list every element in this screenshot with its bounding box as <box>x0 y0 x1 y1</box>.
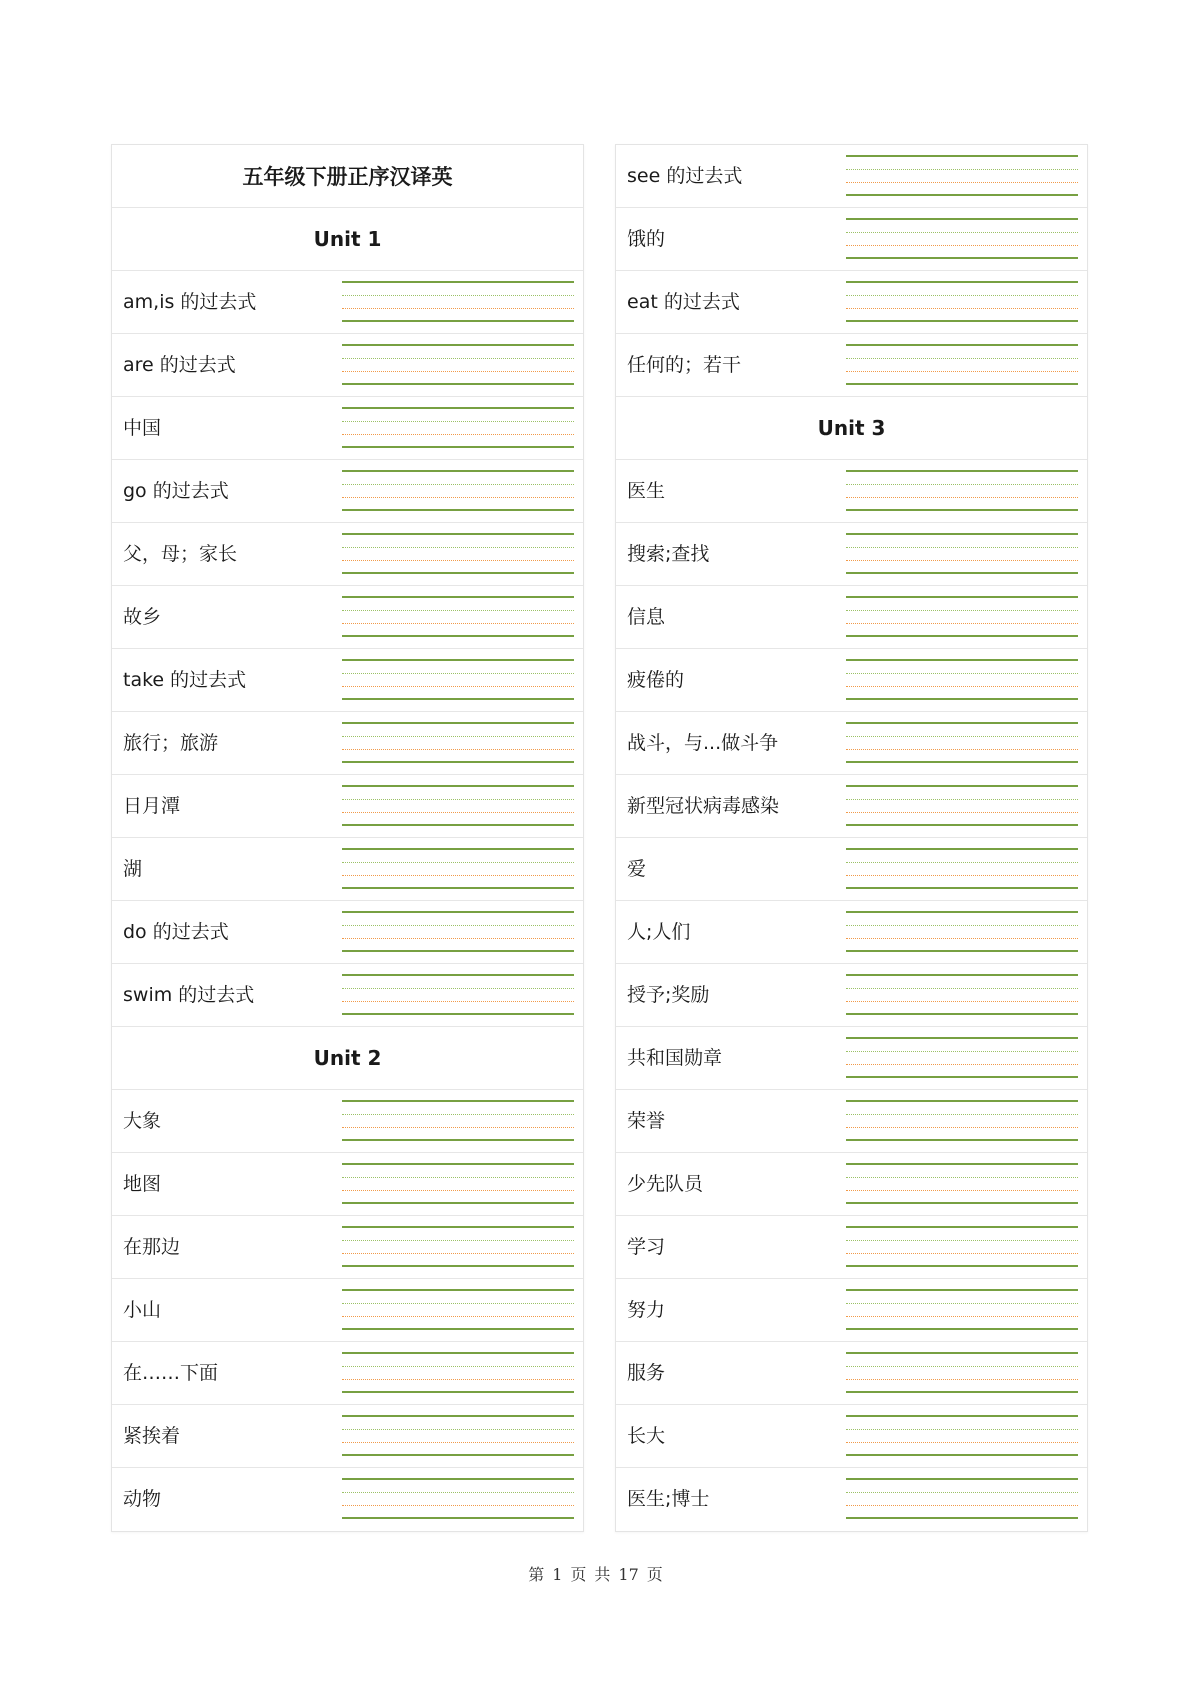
green-dotted-line <box>846 1177 1078 1178</box>
word-row <box>616 712 1087 775</box>
green-dotted-line <box>846 295 1078 296</box>
orange-dotted-line <box>846 1442 1078 1443</box>
bottom-solid-line <box>342 572 574 574</box>
green-dotted-line <box>846 610 1078 611</box>
orange-dotted-line <box>342 1379 574 1380</box>
word-prompt: 故乡 <box>123 606 162 628</box>
writing-lines[interactable] <box>342 1468 574 1530</box>
bottom-solid-line <box>846 383 1078 385</box>
top-solid-line <box>342 596 574 598</box>
word-row <box>616 1216 1087 1279</box>
word-prompt: 地图 <box>123 1173 162 1195</box>
orange-dotted-line <box>846 686 1078 687</box>
bottom-solid-line <box>846 1139 1078 1141</box>
top-solid-line <box>342 1478 574 1480</box>
bottom-solid-line <box>846 761 1078 763</box>
writing-lines[interactable] <box>342 523 574 585</box>
top-solid-line <box>846 1415 1078 1417</box>
word-row <box>616 901 1087 964</box>
green-dotted-line <box>846 673 1078 674</box>
orange-dotted-line <box>846 560 1078 561</box>
top-solid-line <box>342 1163 574 1165</box>
orange-dotted-line <box>846 1190 1078 1191</box>
top-solid-line <box>342 470 574 472</box>
bottom-solid-line <box>342 635 574 637</box>
bottom-solid-line <box>342 446 574 448</box>
bottom-solid-line <box>846 887 1078 889</box>
writing-lines[interactable] <box>342 1090 574 1152</box>
green-dotted-line <box>846 1114 1078 1115</box>
orange-dotted-line <box>342 560 574 561</box>
top-solid-line <box>342 1352 574 1354</box>
orange-dotted-line <box>342 812 574 813</box>
green-dotted-line <box>342 925 574 926</box>
green-dotted-line <box>846 484 1078 485</box>
word-row <box>616 460 1087 523</box>
word-prompt: 饿的 <box>627 228 666 250</box>
writing-lines[interactable] <box>846 208 1078 270</box>
word-prompt: see 的过去式 <box>627 165 743 187</box>
word-row <box>112 1153 583 1216</box>
word-row <box>616 334 1087 397</box>
word-row <box>616 649 1087 712</box>
writing-lines[interactable] <box>342 334 574 396</box>
writing-lines[interactable] <box>846 649 1078 711</box>
word-row <box>616 1342 1087 1405</box>
word-row <box>112 901 583 964</box>
green-dotted-line <box>342 1240 574 1241</box>
top-solid-line <box>846 1478 1078 1480</box>
word-prompt: 努力 <box>627 1299 666 1321</box>
word-row <box>112 523 583 586</box>
writing-lines[interactable] <box>342 712 574 774</box>
writing-lines[interactable] <box>846 712 1078 774</box>
word-prompt: 信息 <box>627 606 666 628</box>
writing-lines[interactable] <box>342 649 574 711</box>
top-solid-line <box>846 1289 1078 1291</box>
unit-heading: Unit 1 <box>313 227 382 251</box>
bottom-solid-line <box>342 1139 574 1141</box>
top-solid-line <box>342 344 574 346</box>
writing-lines[interactable] <box>846 1279 1078 1341</box>
top-solid-line <box>342 281 574 283</box>
writing-lines[interactable] <box>342 775 574 837</box>
green-dotted-line <box>342 1303 574 1304</box>
bottom-solid-line <box>846 509 1078 511</box>
word-row <box>616 208 1087 271</box>
green-dotted-line <box>342 610 574 611</box>
bottom-solid-line <box>342 383 574 385</box>
word-prompt: 疲倦的 <box>627 669 685 691</box>
writing-lines[interactable] <box>846 460 1078 522</box>
writing-lines[interactable] <box>846 1090 1078 1152</box>
word-prompt: 在那边 <box>123 1236 181 1258</box>
top-solid-line <box>846 848 1078 850</box>
word-row <box>616 1405 1087 1468</box>
word-prompt: 紧挨着 <box>123 1425 181 1447</box>
word-row <box>112 1468 583 1531</box>
orange-dotted-line <box>342 938 574 939</box>
top-solid-line <box>846 596 1078 598</box>
green-dotted-line <box>342 1429 574 1430</box>
bottom-solid-line <box>846 1391 1078 1393</box>
word-row <box>616 586 1087 649</box>
bottom-solid-line <box>342 950 574 952</box>
orange-dotted-line <box>342 623 574 624</box>
writing-lines[interactable] <box>846 1342 1078 1404</box>
word-prompt: 小山 <box>123 1299 162 1321</box>
orange-dotted-line <box>342 1127 574 1128</box>
bottom-solid-line <box>342 320 574 322</box>
word-prompt: swim 的过去式 <box>123 984 255 1006</box>
bottom-solid-line <box>342 1517 574 1519</box>
top-solid-line <box>342 911 574 913</box>
writing-lines[interactable] <box>846 271 1078 333</box>
orange-dotted-line <box>342 686 574 687</box>
word-row <box>112 712 583 775</box>
word-row <box>112 397 583 460</box>
word-prompt: 父，母；家长 <box>123 543 238 565</box>
word-prompt: 爱 <box>627 858 647 880</box>
writing-lines[interactable] <box>846 1216 1078 1278</box>
green-dotted-line <box>342 799 574 800</box>
bottom-solid-line <box>846 194 1078 196</box>
word-row <box>616 1027 1087 1090</box>
green-dotted-line <box>342 295 574 296</box>
bottom-solid-line <box>342 1391 574 1393</box>
word-row <box>112 460 583 523</box>
bottom-solid-line <box>846 257 1078 259</box>
unit-heading-row <box>112 1027 583 1090</box>
green-dotted-line <box>342 1114 574 1115</box>
green-dotted-line <box>846 547 1078 548</box>
word-row <box>616 775 1087 838</box>
word-row <box>616 1090 1087 1153</box>
writing-lines[interactable] <box>342 1153 574 1215</box>
top-solid-line <box>846 1037 1078 1039</box>
footer-total-word: 共 <box>594 1565 611 1584</box>
green-dotted-line <box>846 1303 1078 1304</box>
bottom-solid-line <box>846 1013 1078 1015</box>
writing-lines[interactable] <box>846 964 1078 1026</box>
word-row <box>112 649 583 712</box>
orange-dotted-line <box>846 938 1078 939</box>
bottom-solid-line <box>342 509 574 511</box>
writing-lines[interactable] <box>846 838 1078 900</box>
word-row <box>112 1279 583 1342</box>
unit-heading-row <box>616 397 1087 460</box>
orange-dotted-line <box>846 245 1078 246</box>
top-solid-line <box>846 785 1078 787</box>
word-row <box>616 523 1087 586</box>
green-dotted-line <box>846 232 1078 233</box>
top-solid-line <box>342 722 574 724</box>
orange-dotted-line <box>846 1001 1078 1002</box>
top-solid-line <box>846 344 1078 346</box>
word-prompt: 在……下面 <box>123 1362 219 1384</box>
orange-dotted-line <box>846 875 1078 876</box>
word-prompt: take 的过去式 <box>123 669 247 691</box>
top-solid-line <box>846 1100 1078 1102</box>
bottom-solid-line <box>342 1265 574 1267</box>
writing-lines[interactable] <box>342 838 574 900</box>
word-row <box>616 964 1087 1027</box>
top-solid-line <box>342 1100 574 1102</box>
top-solid-line <box>846 155 1078 157</box>
bottom-solid-line <box>846 698 1078 700</box>
word-prompt: 学习 <box>627 1236 666 1258</box>
orange-dotted-line <box>342 749 574 750</box>
word-prompt: 少先队员 <box>627 1173 704 1195</box>
writing-lines[interactable] <box>846 1405 1078 1467</box>
footer-current-page: 1 <box>552 1565 563 1584</box>
orange-dotted-line <box>342 1253 574 1254</box>
writing-lines[interactable] <box>342 460 574 522</box>
green-dotted-line <box>846 799 1078 800</box>
left-word-table <box>111 144 584 1532</box>
green-dotted-line <box>846 988 1078 989</box>
top-solid-line <box>342 785 574 787</box>
writing-lines[interactable] <box>846 1027 1078 1089</box>
orange-dotted-line <box>342 1442 574 1443</box>
word-row <box>112 334 583 397</box>
green-dotted-line <box>846 862 1078 863</box>
top-solid-line <box>846 1163 1078 1165</box>
top-solid-line <box>342 659 574 661</box>
bottom-solid-line <box>846 1202 1078 1204</box>
unit-heading: Unit 2 <box>313 1046 382 1070</box>
writing-lines[interactable] <box>342 901 574 963</box>
word-prompt: 荣誉 <box>627 1110 666 1132</box>
top-solid-line <box>342 848 574 850</box>
orange-dotted-line <box>342 497 574 498</box>
word-row <box>112 775 583 838</box>
bottom-solid-line <box>846 320 1078 322</box>
green-dotted-line <box>342 988 574 989</box>
word-prompt: am,is 的过去式 <box>123 291 257 313</box>
top-solid-line <box>846 533 1078 535</box>
green-dotted-line <box>342 736 574 737</box>
document-title-row <box>112 145 583 208</box>
green-dotted-line <box>846 169 1078 170</box>
word-prompt: 医生;博士 <box>627 1488 710 1510</box>
green-dotted-line <box>846 1492 1078 1493</box>
orange-dotted-line <box>342 1316 574 1317</box>
word-row <box>112 964 583 1027</box>
green-dotted-line <box>342 862 574 863</box>
orange-dotted-line <box>846 1064 1078 1065</box>
right-word-table <box>615 144 1088 1532</box>
top-solid-line <box>342 407 574 409</box>
bottom-solid-line <box>342 761 574 763</box>
word-row <box>112 1405 583 1468</box>
top-solid-line <box>846 974 1078 976</box>
unit-heading: Unit 3 <box>817 416 886 440</box>
green-dotted-line <box>342 421 574 422</box>
word-prompt: 旅行；旅游 <box>123 732 219 754</box>
orange-dotted-line <box>846 1379 1078 1380</box>
green-dotted-line <box>846 1240 1078 1241</box>
green-dotted-line <box>342 484 574 485</box>
document-title: 五年级下册正序汉译英 <box>242 165 453 189</box>
word-prompt: 战斗，与...做斗争 <box>627 732 779 754</box>
top-solid-line <box>846 218 1078 220</box>
orange-dotted-line <box>342 1001 574 1002</box>
footer-prefix: 第 <box>528 1565 545 1584</box>
writing-lines[interactable] <box>846 901 1078 963</box>
bottom-solid-line <box>846 950 1078 952</box>
bottom-solid-line <box>846 1454 1078 1456</box>
word-prompt: 动物 <box>123 1488 162 1510</box>
orange-dotted-line <box>846 1505 1078 1506</box>
bottom-solid-line <box>342 698 574 700</box>
writing-lines[interactable] <box>846 523 1078 585</box>
writing-lines[interactable] <box>342 964 574 1026</box>
word-prompt: 人;人们 <box>627 921 691 943</box>
top-solid-line <box>846 1352 1078 1354</box>
green-dotted-line <box>342 547 574 548</box>
word-row <box>112 271 583 334</box>
bottom-solid-line <box>846 824 1078 826</box>
green-dotted-line <box>846 736 1078 737</box>
top-solid-line <box>846 911 1078 913</box>
footer-suffix: 页 <box>646 1565 663 1584</box>
writing-lines[interactable] <box>342 1216 574 1278</box>
word-prompt: go 的过去式 <box>123 480 229 502</box>
top-solid-line <box>342 974 574 976</box>
green-dotted-line <box>846 1366 1078 1367</box>
orange-dotted-line <box>342 371 574 372</box>
word-prompt: are 的过去式 <box>123 354 236 376</box>
orange-dotted-line <box>846 497 1078 498</box>
page-footer <box>0 1562 1191 1585</box>
writing-lines[interactable] <box>846 775 1078 837</box>
top-solid-line <box>342 1415 574 1417</box>
bottom-solid-line <box>342 1202 574 1204</box>
word-prompt: 服务 <box>627 1362 666 1384</box>
writing-lines[interactable] <box>342 1405 574 1467</box>
orange-dotted-line <box>846 182 1078 183</box>
orange-dotted-line <box>342 1190 574 1191</box>
word-prompt: 新型冠状病毒感染 <box>627 795 780 817</box>
top-solid-line <box>342 1226 574 1228</box>
orange-dotted-line <box>846 623 1078 624</box>
green-dotted-line <box>846 1429 1078 1430</box>
green-dotted-line <box>342 673 574 674</box>
word-prompt: 搜索;查找 <box>627 543 710 565</box>
word-row <box>616 838 1087 901</box>
writing-lines[interactable] <box>846 1468 1078 1530</box>
word-row <box>616 1153 1087 1216</box>
word-prompt: 医生 <box>627 480 666 502</box>
word-row <box>616 1279 1087 1342</box>
top-solid-line <box>342 1289 574 1291</box>
word-row <box>616 271 1087 334</box>
word-row <box>112 1216 583 1279</box>
word-prompt: do 的过去式 <box>123 921 229 943</box>
orange-dotted-line <box>342 434 574 435</box>
word-prompt: 湖 <box>123 858 143 880</box>
orange-dotted-line <box>846 749 1078 750</box>
top-solid-line <box>846 281 1078 283</box>
orange-dotted-line <box>342 308 574 309</box>
writing-lines[interactable] <box>846 145 1078 207</box>
top-solid-line <box>846 1226 1078 1228</box>
word-row <box>616 1468 1087 1531</box>
word-row <box>112 1090 583 1153</box>
green-dotted-line <box>846 925 1078 926</box>
writing-lines[interactable] <box>342 1342 574 1404</box>
green-dotted-line <box>342 358 574 359</box>
word-row <box>112 838 583 901</box>
bottom-solid-line <box>342 887 574 889</box>
word-prompt: 大象 <box>123 1110 162 1132</box>
orange-dotted-line <box>342 875 574 876</box>
writing-lines[interactable] <box>846 1153 1078 1215</box>
top-solid-line <box>846 659 1078 661</box>
word-prompt: 任何的；若干 <box>627 354 742 376</box>
bottom-solid-line <box>342 1454 574 1456</box>
top-solid-line <box>342 533 574 535</box>
word-row <box>616 145 1087 208</box>
footer-page-word: 页 <box>570 1565 587 1584</box>
writing-lines[interactable] <box>342 397 574 459</box>
footer-total-pages: 17 <box>618 1565 639 1584</box>
orange-dotted-line <box>846 1316 1078 1317</box>
orange-dotted-line <box>342 1505 574 1506</box>
green-dotted-line <box>342 1177 574 1178</box>
green-dotted-line <box>846 358 1078 359</box>
green-dotted-line <box>342 1366 574 1367</box>
writing-lines[interactable] <box>342 1279 574 1341</box>
writing-lines[interactable] <box>846 586 1078 648</box>
word-prompt: eat 的过去式 <box>627 291 740 313</box>
orange-dotted-line <box>846 308 1078 309</box>
bottom-solid-line <box>846 1328 1078 1330</box>
bottom-solid-line <box>846 1076 1078 1078</box>
unit-heading-row <box>112 208 583 271</box>
word-prompt: 授予;奖励 <box>627 984 710 1006</box>
orange-dotted-line <box>846 1253 1078 1254</box>
writing-lines[interactable] <box>342 271 574 333</box>
bottom-solid-line <box>342 1013 574 1015</box>
bottom-solid-line <box>846 572 1078 574</box>
green-dotted-line <box>342 1492 574 1493</box>
word-row <box>112 586 583 649</box>
bottom-solid-line <box>342 824 574 826</box>
bottom-solid-line <box>846 1517 1078 1519</box>
top-solid-line <box>846 470 1078 472</box>
word-prompt: 日月潭 <box>123 795 181 817</box>
word-prompt: 共和国勋章 <box>627 1047 723 1069</box>
bottom-solid-line <box>846 635 1078 637</box>
top-solid-line <box>846 722 1078 724</box>
bottom-solid-line <box>846 1265 1078 1267</box>
orange-dotted-line <box>846 1127 1078 1128</box>
green-dotted-line <box>846 1051 1078 1052</box>
orange-dotted-line <box>846 371 1078 372</box>
writing-lines[interactable] <box>846 334 1078 396</box>
word-prompt: 中国 <box>123 417 162 439</box>
bottom-solid-line <box>342 1328 574 1330</box>
word-prompt: 长大 <box>627 1425 666 1447</box>
word-row <box>112 1342 583 1405</box>
writing-lines[interactable] <box>342 586 574 648</box>
orange-dotted-line <box>846 812 1078 813</box>
